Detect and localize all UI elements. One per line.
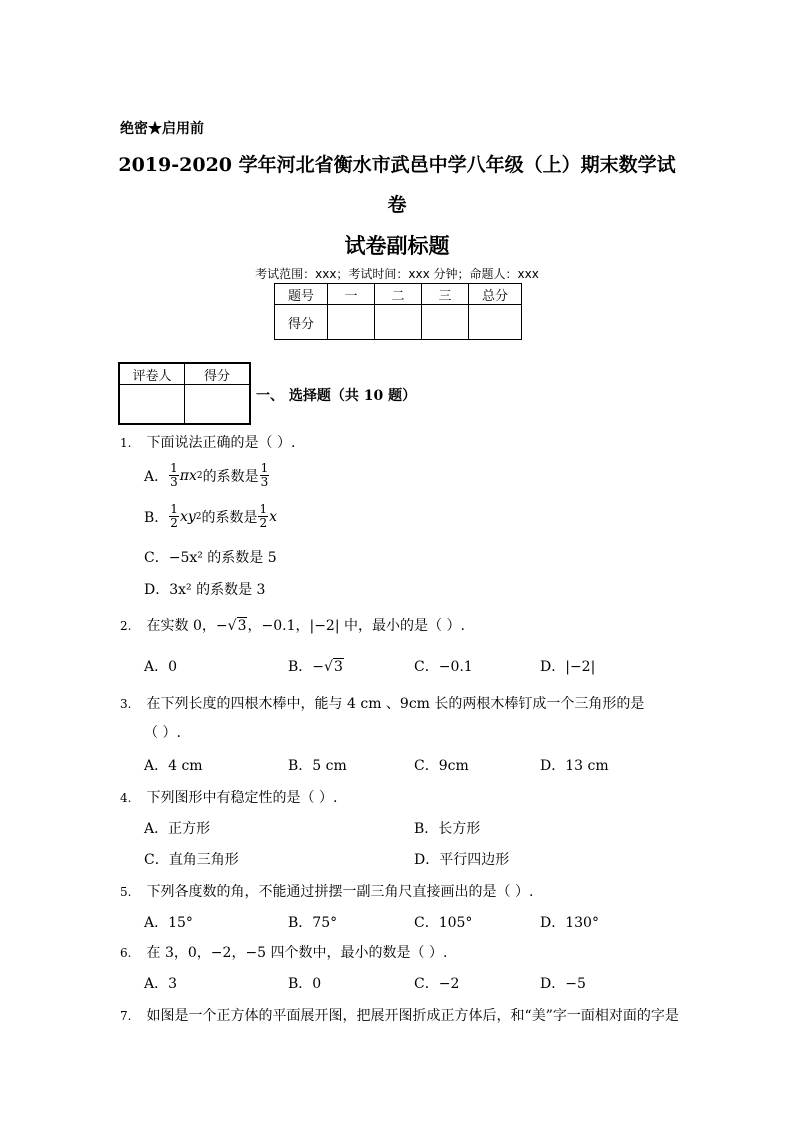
score-header-2: 二 (375, 284, 422, 305)
question-1 (120, 432, 295, 452)
math-term: xy (179, 508, 196, 525)
question-text: 下面说法正确的是（ ）. (146, 435, 296, 451)
question-6 (120, 942, 447, 962)
option-3d: D．13 cm (540, 758, 609, 774)
grader-cell (185, 385, 251, 425)
exam-title-continued: 卷 (387, 194, 407, 216)
question-3 (120, 693, 644, 713)
question-number: 4. (120, 791, 132, 805)
exam-title: 2019-2020 学年河北省衡水市武邑中学八年级（上）期末数学试 (118, 154, 676, 176)
option-5b: B．75° (288, 915, 338, 931)
option-6d: D．−5 (540, 976, 586, 992)
score-cell (422, 305, 469, 340)
fraction: $\frac{1}{3}$ (170, 461, 178, 489)
question-number: 7. (120, 1009, 132, 1023)
option-2b: B．−√3 (288, 659, 343, 675)
option-2c: C．−0.1 (414, 659, 473, 675)
option-5d: D．130° (540, 915, 599, 931)
score-cell (328, 305, 375, 340)
option-4b: B．长方形 (414, 821, 481, 837)
question-4 (120, 787, 337, 807)
option-6a: A．3 (144, 976, 178, 992)
exam-info: 考试范围：xxx；考试时间：xxx 分钟；命题人：xxx (255, 267, 539, 281)
option-6c: C．−2 (414, 976, 460, 992)
question-3-continued: （ ）. (144, 725, 181, 741)
option-4d: D．平行四边形 (414, 852, 510, 868)
question-number: 2. (120, 619, 132, 633)
option-2d: D．|−2| (540, 659, 596, 675)
option-1d: D．3x² 的系数是 3 (144, 582, 266, 598)
option-label: B． (144, 509, 169, 526)
option-2a: A．0 (144, 659, 178, 675)
score-table (274, 283, 522, 340)
section-title: 一、 选择题（共 10 题） (256, 388, 417, 404)
fraction: $\frac{1}{2}$ (170, 502, 178, 530)
option-3b: B．5 cm (288, 758, 347, 774)
question-text: 在 3，0，−2，−5 四个数中，最小的数是（ ）. (146, 945, 448, 961)
option-label: A． (144, 468, 169, 485)
fraction: $\frac{1}{3}$ (260, 461, 269, 489)
question-text: 下列图形中有稳定性的是（ ）. (146, 790, 338, 806)
math-term: πx (179, 467, 197, 484)
option-4c: C．直角三角形 (144, 852, 239, 868)
question-text: 在下列长度的四根木棒中，能与 4 cm 、9cm 长的两根木棒钉成一个三角形的是 (146, 696, 645, 712)
option-4a: A．正方形 (144, 821, 211, 837)
question-5 (120, 881, 533, 901)
option-1b: B． $\frac{1}{2}$ xy 2 的系数是 $\frac{1}{2}$ x (144, 502, 278, 530)
score-row-label: 得分 (275, 305, 328, 340)
option-5c: C．105° (414, 915, 473, 931)
option-5a: A．15° (144, 915, 193, 931)
question-number: 3. (120, 697, 132, 711)
question-number: 6. (120, 946, 132, 960)
fraction: $\frac{1}{2}$ (259, 502, 268, 530)
grader-header-score: 得分 (185, 363, 251, 385)
score-cell (375, 305, 422, 340)
question-number: 5. (120, 885, 132, 899)
option-text: 的系数是 (201, 509, 258, 526)
score-header-number: 题号 (275, 284, 328, 305)
option-3c: C．9cm (414, 758, 469, 774)
exam-subtitle: 试卷副标题 (344, 233, 450, 258)
grader-cell (119, 385, 185, 425)
option-1c: C．−5x² 的系数是 5 (144, 550, 277, 566)
grader-header-grader: 评卷人 (119, 363, 185, 385)
option-6b: B．0 (288, 976, 322, 992)
option-1a: A． $\frac{1}{3}$ πx 2 的系数是 $\frac{1}{3}$ (144, 461, 269, 489)
option-3a: A．4 cm (144, 758, 203, 774)
score-cell (469, 305, 522, 340)
question-text: 下列各度数的角，不能通过拼摆一副三角尺直接画出的是（ ）. (146, 884, 534, 900)
secret-label: 绝密★启用前 (120, 121, 204, 137)
grader-table (118, 362, 251, 425)
question-7 (120, 1005, 679, 1025)
question-number: 1. (120, 436, 132, 450)
question-2: 2. 在实数 0，−√3，−0.1，|−2| 中，最小的是（ ）. (120, 618, 465, 634)
score-header-total: 总分 (469, 284, 522, 305)
option-text: 的系数是 (202, 468, 259, 485)
question-text: 如图是一个正方体的平面展开图，把展开图折成正方体后，和“美”字一面相对面的字是 (146, 1008, 679, 1024)
score-header-1: 一 (328, 284, 375, 305)
score-header-3: 三 (422, 284, 469, 305)
question-text: 在实数 0， (146, 618, 216, 634)
